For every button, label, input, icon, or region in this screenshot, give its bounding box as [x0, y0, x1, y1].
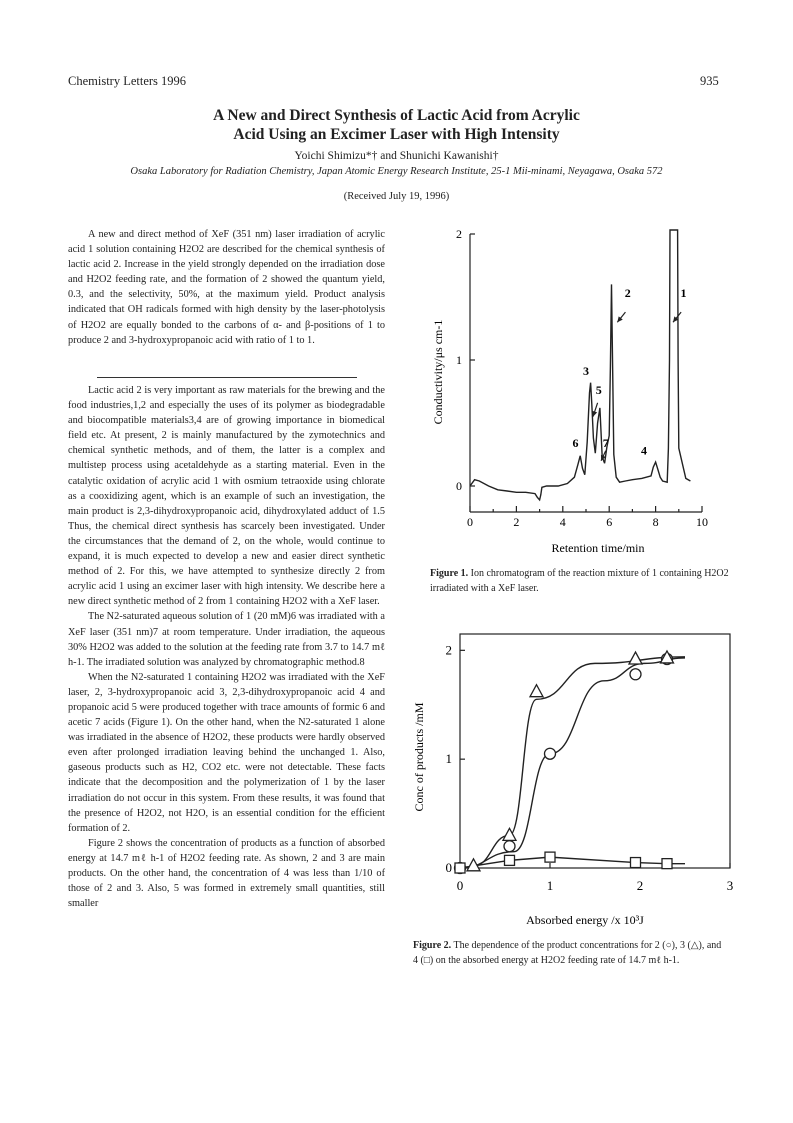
- divider: [97, 377, 357, 378]
- figure-2-label: Figure 2.: [413, 940, 452, 951]
- page-number: 935: [700, 74, 719, 88]
- figure-1-caption: [430, 566, 730, 596]
- figure-2-chart: [405, 622, 735, 932]
- figure-2-caption-text: The dependence of the product concentrations for 2 (○), 3 (△), and 4 (□) on the absorbed energy at H2O2 feeding rate of 14.7 mℓ h-1.: [413, 940, 722, 966]
- figure-2-caption: [413, 938, 728, 968]
- peak-label: 6: [572, 435, 579, 450]
- peak-label: 1: [680, 286, 687, 300]
- curve-2: [460, 658, 685, 868]
- paragraph-3: When the N2-saturated 1 containing H2O2 was irradiated with the XeF laser, 2, 3-hydroxypropanoic acid 3, 2,3-dihydroxypropanoic acid 4 and propanoic acid 5 were produced together with trace amounts of formic 6 and acetic 7 acids (Figure 1). On the other hand, when the N2-saturated 1 alone was irradiated in the absence of H2O2, these products were hardly observed even after prolonged irradiation leaving behind the unchanged 1. Also, gaseous products such as H2, CO2 etc. were not detectable. These facts indicate that the decomposition and the polymerization of 1 by the laser irradiation do not occur in this system. From these results, it was found that the presence of H2O2, not H2O, is an essential condition for the efficient formation of 2.: [68, 671, 385, 834]
- marker-circle: [504, 841, 515, 852]
- marker-triangle: [530, 685, 543, 697]
- title-line-2: Acid Using an Excimer Laser with High Intensity: [233, 126, 560, 143]
- body-text: [68, 383, 385, 911]
- authors: Yoichi Shimizu*† and Shunichi Kawanishi†: [294, 150, 499, 162]
- x-tick-label: 1: [546, 878, 554, 893]
- x-tick-label: 0: [467, 515, 473, 529]
- paper-title: [0, 106, 793, 144]
- marker-square: [631, 858, 641, 868]
- x-tick-label: 2: [636, 878, 644, 893]
- y-tick-label: 1: [445, 751, 452, 767]
- marker-circle: [545, 748, 556, 759]
- y-tick-label: 1: [456, 353, 462, 367]
- paragraph-4: Figure 2 shows the concentration of products as a function of absorbed energy at 14.7 mℓ h-1 of H2O2 feeding rate. As shown, 2 and 3 are main products. On the other hand, the concentration of 4 was less than 1/10 of those of 2 and 3. Also, 5 was formed in extremely small quantities, still smaller: [68, 837, 385, 910]
- figure-1-xlabel: Retention time/min: [551, 541, 645, 555]
- y-tick-label: 0: [445, 860, 452, 875]
- abstract-text: A new and direct method of XeF (351 nm) laser irradiation of acrylic acid 1 solution containing H2O2 are described for the chemical synthesis of lactic acid 2. Increase in the yield strongly depended on the irradiation dose and H2O2 feeding rate, and the formation of 2 showed the quantum yield, 0.3, and the selectivity, 50%, at the maximum yield. Product analysis indicated that OH radicals formed with high density by the laser-photolysis of H2O2 are equally bonded to the carbons of α- and β-positions of 1 to produce 2 and 3-hydroxypropanoic acid with ratio of 1 to 1.: [68, 229, 385, 346]
- title-line-1: A New and Direct Synthesis of Lactic Acid from Acrylic: [213, 107, 580, 124]
- figure-2-ylabel: Conc of products /mM: [412, 702, 426, 812]
- journal-header: Chemistry Letters 1996: [68, 74, 187, 88]
- x-tick-label: 0: [456, 878, 464, 893]
- y-tick-label: 2: [456, 227, 462, 241]
- figure-1-plot: [470, 230, 690, 500]
- curve-4: [460, 857, 685, 868]
- arrow-head: [592, 411, 597, 417]
- affiliation: Osaka Laboratory for Radiation Chemistry, Japan Atomic Energy Research Institute, 25-1 Mii-minami, Neyagawa, Osaka 572: [130, 166, 663, 177]
- figure-1-chart: [420, 222, 720, 562]
- peak-label: 4: [641, 443, 647, 458]
- figure-1-caption-text: Ion chromatogram of the reaction mixture of 1 containing H2O2 irradiated with a XeF laser.: [430, 568, 729, 594]
- curve-3: [474, 657, 686, 866]
- x-tick-label: 6: [606, 515, 613, 529]
- plot-frame: [460, 634, 730, 868]
- x-tick-label: 10: [696, 515, 708, 529]
- x-tick-label: 4: [559, 515, 566, 529]
- figure-1-label: Figure 1.: [430, 568, 469, 579]
- marker-square: [545, 852, 555, 862]
- x-tick-label: 3: [726, 878, 734, 893]
- received-date: (Received July 19, 1996): [343, 191, 450, 202]
- marker-square: [662, 859, 672, 869]
- x-tick-label: 8: [652, 515, 659, 529]
- y-tick-label: 0: [456, 479, 462, 493]
- paragraph-1: Lactic acid 2 is very important as raw materials for the brewing and the food industries,1,2 and especially the uses of its polymer as biodegradable and biocompatible materials3,4 are of growing importance in biomedical field etc. At present, 2 is mainly manufactured by the zymotechnics and chemical synthetic methods, and of them, the latter is a complex and multistep process using acetaldehyde as a starting material. Even in the catalytic oxidation of acrylic acid 1 with osmium tetraoxide using chlorate as a cooxidizing agent, which is an example of such an investigation, the main product is 2,3-dihydroxypropanoic acid, dihydroxylated adduct of 1.5 Thus, the chemical direct synthesis has scarcely been investigated. Under the circumstances that the demand of 2, on the whole, would continue to expand, it is much expected to develop a new and easier direct synthetic method of 2. For this, we have attempted to synthesize directly 2 from acrylic acid 1 using an excimer laser with high intensity. We describe here a new direct synthetic method of 2 from 1 containing H2O2 with a XeF laser.: [68, 385, 385, 608]
- peak-label: 3: [583, 364, 589, 379]
- peak-label: 5: [595, 383, 602, 398]
- y-tick-label: 2: [445, 642, 452, 658]
- marker-square: [455, 863, 465, 873]
- x-tick-label: 2: [513, 515, 520, 529]
- chromatogram-line: [470, 230, 690, 500]
- abstract: [68, 227, 385, 348]
- marker-circle: [630, 669, 641, 680]
- figure-1-ylabel: Conductivity/μs cm-1: [431, 319, 445, 425]
- figure-2-xlabel: Absorbed energy /x 10³J: [526, 913, 644, 927]
- peak-label: 7: [602, 435, 609, 450]
- figure-2-plot: [455, 651, 686, 874]
- paragraph-2: The N2-saturated aqueous solution of 1 (20 mM)6 was irradiated with a XeF laser (351 nm)7 at room temperature. Under irradiation, the aqueous 30% H2O2 was added to the solution at the feeding rate from 3.7 to 14.7 mℓ h-1. The irradiated solution was analyzed by chromatographic method.8: [68, 611, 385, 668]
- marker-square: [505, 855, 515, 865]
- marker-triangle: [629, 652, 642, 664]
- peak-label: 2: [624, 286, 631, 300]
